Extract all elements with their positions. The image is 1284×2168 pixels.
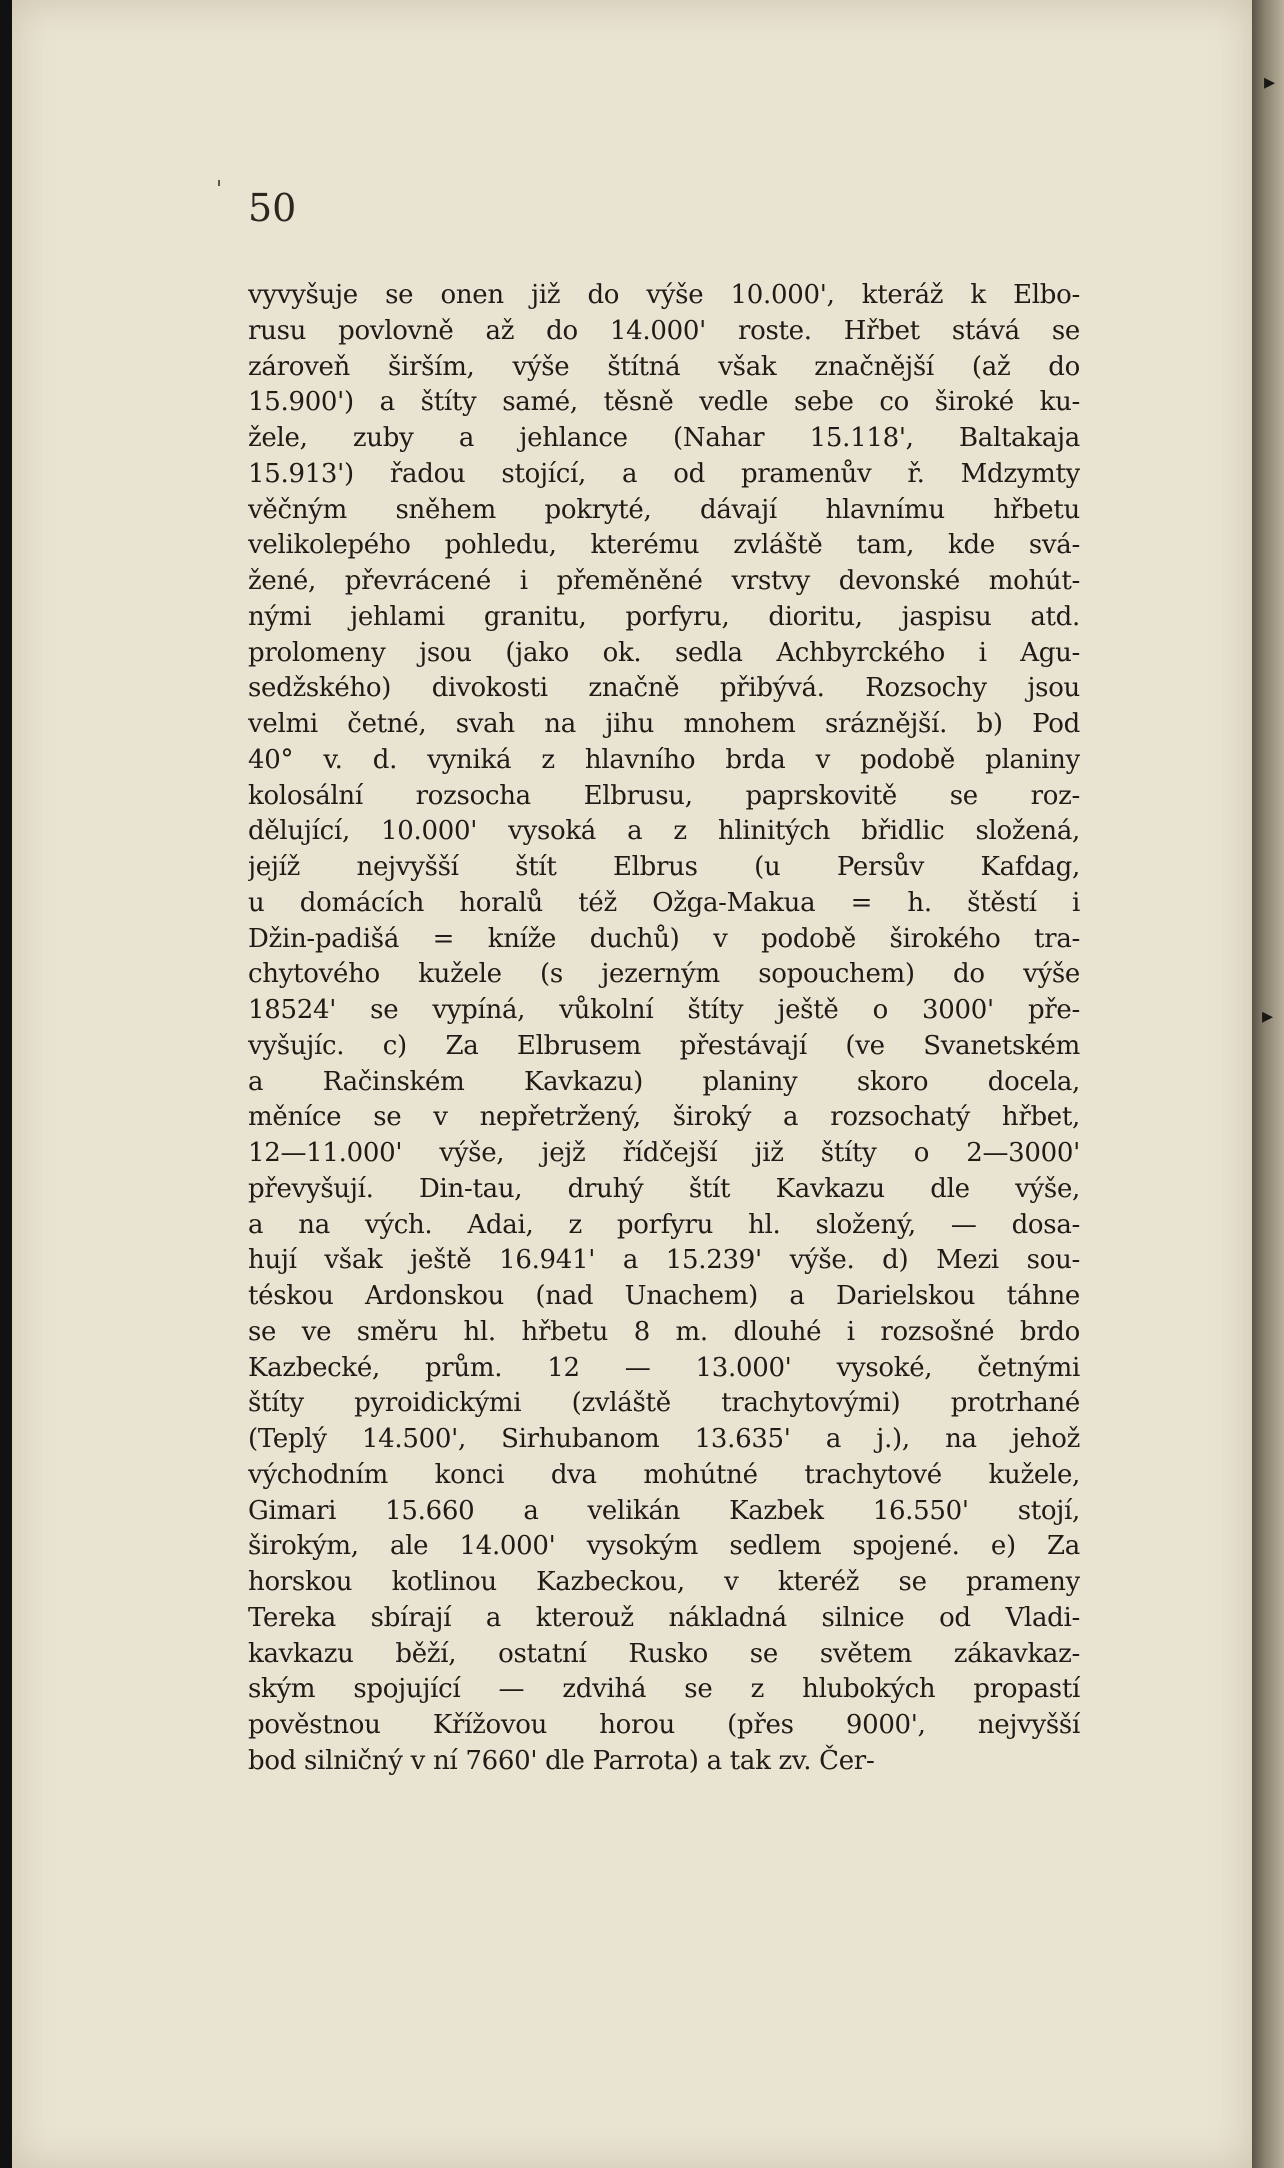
- text-line: žené, převrácené i přeměněné vrstvy devonské mohút-: [248, 566, 1080, 596]
- text-line: Gimari 15.660 a velikán Kazbek 16.550' stojí,: [248, 1495, 1080, 1526]
- text-line: 12—11.000' výše, jejž řídčejší již štíty o 2—3000': [248, 1138, 1080, 1168]
- text-line: (Teplý 14.500', Sirhubanom 13.635' a j.), na jehož: [248, 1424, 1080, 1454]
- text-line: širokým, ale 14.000' vysokým sedlem spojené. e) Za: [248, 1531, 1080, 1562]
- text-line: vyvyšuje se onen již do výše 10.000', kteráž k Elbo-: [248, 280, 1080, 310]
- text-line: bod silničný v ní 7660' dle Parrota) a tak zv. Čer-: [248, 1745, 875, 1776]
- text-line: Kazbecké, prům. 12 — 13.000' vysoké, četnými: [248, 1352, 1080, 1383]
- text-line: hují však ještě 16.941' a 15.239' výše. d) Mezi sou-: [248, 1245, 1080, 1276]
- text-line: 40° v. d. vyniká z hlavního brda v podobě planiny: [248, 744, 1080, 775]
- text-line: dělující, 10.000' vysoká a z hlinitých břidlic složená,: [248, 816, 1080, 847]
- text-line: a na vých. Adai, z porfyru hl. složený, — dosa-: [248, 1209, 1080, 1240]
- text-line: a Račinském Kavkazu) planiny skoro docela,: [248, 1066, 1080, 1097]
- text-line: Tereka sbírají a kterouž nákladná silnice od Vladi-: [248, 1602, 1080, 1633]
- text-line: věčným sněhem pokryté, dávají hlavnímu hřbetu: [248, 494, 1080, 525]
- text-line: nými jehlami granitu, porfyru, dioritu, jaspisu atd.: [248, 601, 1080, 632]
- text-line: u domácích horalů též Ožga-Makua = h. štěstí i: [248, 887, 1080, 918]
- edge-pointer-icon: ▸: [1264, 70, 1276, 95]
- text-line: kavkazu běží, ostatní Rusko se světem zákavkaz-: [248, 1638, 1080, 1669]
- text-line: Džin-padišá = kníže duchů) v podobě širokého tra-: [248, 923, 1080, 954]
- text-line: 15.900') a štíty samé, těsně vedle sebe co široké ku-: [248, 387, 1080, 418]
- text-line: 18524' se vypíná, vůkolní štíty ještě o 3000' pře-: [248, 995, 1080, 1025]
- text-line: velikolepého pohledu, kterému zvláště tam, kde svá-: [248, 530, 1080, 561]
- edge-pointer-icon: ▸: [1262, 1004, 1274, 1029]
- text-line: 15.913') řadou stojící, a od pramenův ř. Mdzymty: [248, 458, 1080, 489]
- body-text: [248, 278, 1080, 1780]
- text-line: žele, zuby a jehlance (Nahar 15.118', Baltakaja: [248, 423, 1080, 453]
- text-line: štíty pyroidickými (zvláště trachytovými) protrhané: [248, 1388, 1080, 1419]
- text-line: zároveň širším, výše štítná však značnější (až do: [248, 351, 1080, 382]
- text-line: kolosální rozsocha Elbrusu, paprskovitě se roz-: [248, 780, 1080, 811]
- text-line: převyšují. Din-tau, druhý štít Kavkazu dle výše,: [248, 1173, 1080, 1204]
- text-line: sedžského) divokosti značně přibývá. Rozsochy jsou: [248, 673, 1080, 704]
- text-line: měníce se v nepřetržený, široký a rozsochatý hřbet,: [248, 1102, 1080, 1133]
- page-edge: [1252, 0, 1284, 2168]
- text-line: vyšujíc. c) Za Elbrusem přestávají (ve Svanetském: [248, 1030, 1080, 1061]
- text-line: velmi četné, svah na jihu mnohem sráznější. b) Pod: [248, 709, 1080, 739]
- text-line: východním konci dva mohútné trachytové kužele,: [248, 1459, 1080, 1490]
- text-line: rusu povlovně až do 14.000' roste. Hřbet stává se: [248, 315, 1080, 346]
- margin-tick-mark: ˈ: [216, 178, 223, 203]
- text-line: jejíž nejvyšší štít Elbrus (u Persův Kafdag,: [248, 852, 1080, 882]
- text-line: chytového kužele (s jezerným sopouchem) do výše: [248, 959, 1080, 990]
- text-line: se ve směru hl. hřbetu 8 m. dlouhé i rozsošné brdo: [248, 1316, 1080, 1347]
- text-line: horskou kotlinou Kazbeckou, v kteréž se prameny: [248, 1567, 1080, 1597]
- text-line: pověstnou Křížovou horou (přes 9000', nejvyšší: [248, 1710, 1080, 1740]
- page-number: 50: [248, 186, 297, 230]
- text-line: prolomeny jsou (jako ok. sedla Achbyrckého i Agu-: [248, 637, 1080, 668]
- text-line: ským spojující — zdvihá se z hlubokých propastí: [248, 1674, 1080, 1705]
- text-line: téskou Ardonskou (nad Unachem) a Darielskou táhne: [248, 1281, 1080, 1311]
